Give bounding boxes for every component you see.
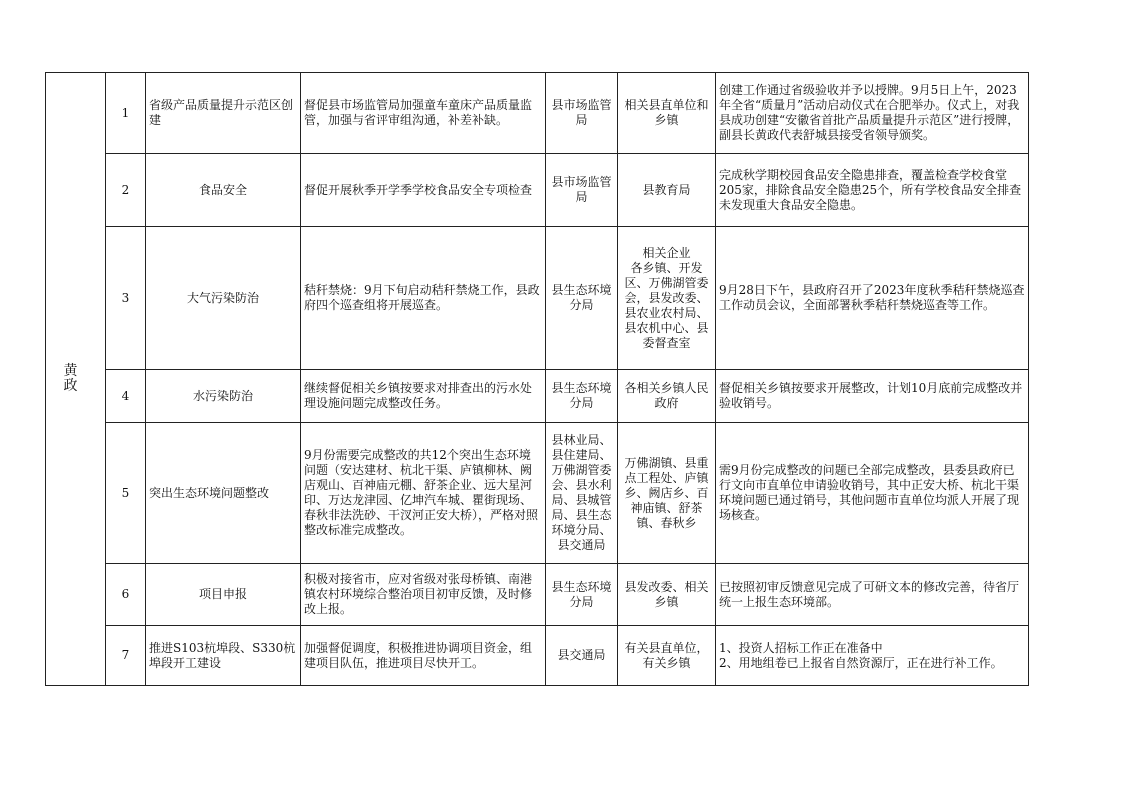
table-row [46, 154, 1029, 227]
progress-text: 已按照初审反馈意见完成了可研文本的修改完善，待省厅统一上报生态环境部。 [716, 564, 1029, 626]
task-item: 大气污染防治 [146, 227, 301, 370]
work-progress-table [45, 72, 1029, 686]
row-number: 1 [106, 73, 146, 154]
coop-unit: 各相关乡镇人民政府 [618, 370, 716, 423]
lead-unit: 县生态环境分局 [546, 227, 618, 370]
row-number: 4 [106, 370, 146, 423]
lead-unit: 县市场监管局 [546, 73, 618, 154]
table-row [46, 564, 1029, 626]
progress-text [716, 626, 1029, 686]
coop-unit: 有关县直单位，有关乡镇 [618, 626, 716, 686]
lead-unit: 县林业局、县住建局、万佛湖管委会、县水利局、县城管局、县生态环境分局、县交通局 [546, 423, 618, 564]
progress-text: 完成秋学期校园食品安全隐患排查，覆盖检查学校食堂205家，排除食品安全隐患25个，所有学校食品安全排查未发现重大食品安全隐患。 [716, 154, 1029, 227]
task-measure: 加强督促调度，积极推进协调项目资金，组建项目队伍，推进项目尽快开工。 [301, 626, 546, 686]
task-measure: 继续督促相关乡镇按要求对排查出的污水处理设施问题完成整改任务。 [301, 370, 546, 423]
table-row [46, 626, 1029, 686]
leader-name-cell: 黄 政 [46, 73, 106, 686]
table-row [46, 227, 1029, 370]
row-number: 5 [106, 423, 146, 564]
task-item: 推进S103杭埠段、S330杭埠段开工建设 [146, 626, 301, 686]
lead-unit: 县交通局 [546, 626, 618, 686]
row-number: 3 [106, 227, 146, 370]
coop-unit-text: 相关企业 各乡镇、开发区、万佛湖管委会，县发改委、县农业农村局、县农机中心、县委督查室 [624, 245, 709, 350]
table-row [46, 73, 1029, 154]
coop-unit: 县教育局 [618, 154, 716, 227]
lead-unit: 县市场监管局 [546, 154, 618, 227]
task-measure: 督促县市场监管局加强童车童床产品质量监管，加强与省评审组沟通，补差补缺。 [301, 73, 546, 154]
task-item: 水污染防治 [146, 370, 301, 423]
coop-unit: 相关县直单位和乡镇 [618, 73, 716, 154]
task-item: 项目申报 [146, 564, 301, 626]
task-measure: 督促开展秋季开学季学校食品安全专项检查 [301, 154, 546, 227]
row-number: 7 [106, 626, 146, 686]
lead-unit: 县生态环境分局 [546, 370, 618, 423]
progress-text: 创建工作通过省级验收并予以授牌。9月5日上午，2023年全省“质量月”活动启动仪式在合肥举办。仪式上，对我县成功创建“安徽省首批产品质量提升示范区”进行授牌，副县长黄政代表舒城县接受省领导颁奖。 [716, 73, 1029, 154]
table-row [46, 423, 1029, 564]
table-row [46, 370, 1029, 423]
task-item: 突出生态环境问题整改 [146, 423, 301, 564]
coop-unit [618, 227, 716, 370]
progress-text-lines: 1、投资人招标工作正在准备中 2、用地组卷已上报省自然资源厅，正在进行补工作。 [719, 640, 1003, 670]
progress-text: 需9月份完成整改的问题已全部完成整改，县委县政府已行文向市直单位申请验收销号，其中正安大桥、杭北干渠环境问题已通过销号，其他问题市直单位均派人开展了现场核查。 [716, 423, 1029, 564]
task-measure: 秸秆禁烧：9月下旬启动秸秆禁烧工作，县政府四个巡查组将开展巡查。 [301, 227, 546, 370]
progress-text: 督促相关乡镇按要求开展整改，计划10月底前完成整改并验收销号。 [716, 370, 1029, 423]
row-number: 2 [106, 154, 146, 227]
row-number: 6 [106, 564, 146, 626]
lead-unit: 县生态环境分局 [546, 564, 618, 626]
task-measure: 9月份需要完成整改的共12个突出生态环境问题（安达建材、杭北干渠、庐镇柳林、阙店观山、百神庙元棚、舒茶企业、远大星河印、万达龙津园、亿坤汽车城、瞿街现场、春秋非法洗砂、干汊河正安大桥），严格对照整改标准完成整改。 [301, 423, 546, 564]
task-measure: 积极对接省市，应对省级对张母桥镇、南港镇农村环境综合整治项目初审反馈，及时修改上报。 [301, 564, 546, 626]
task-item: 省级产品质量提升示范区创建 [146, 73, 301, 154]
coop-unit: 县发改委、相关乡镇 [618, 564, 716, 626]
task-item: 食品安全 [146, 154, 301, 227]
coop-unit: 万佛湖镇、县重点工程处、庐镇乡、阙店乡、百神庙镇、舒茶镇、春秋乡 [618, 423, 716, 564]
progress-text: 9月28日下午，县政府召开了2023年度秋季秸秆禁烧巡查工作动员会议，全面部署秋季秸秆禁烧巡查等工作。 [716, 227, 1029, 370]
